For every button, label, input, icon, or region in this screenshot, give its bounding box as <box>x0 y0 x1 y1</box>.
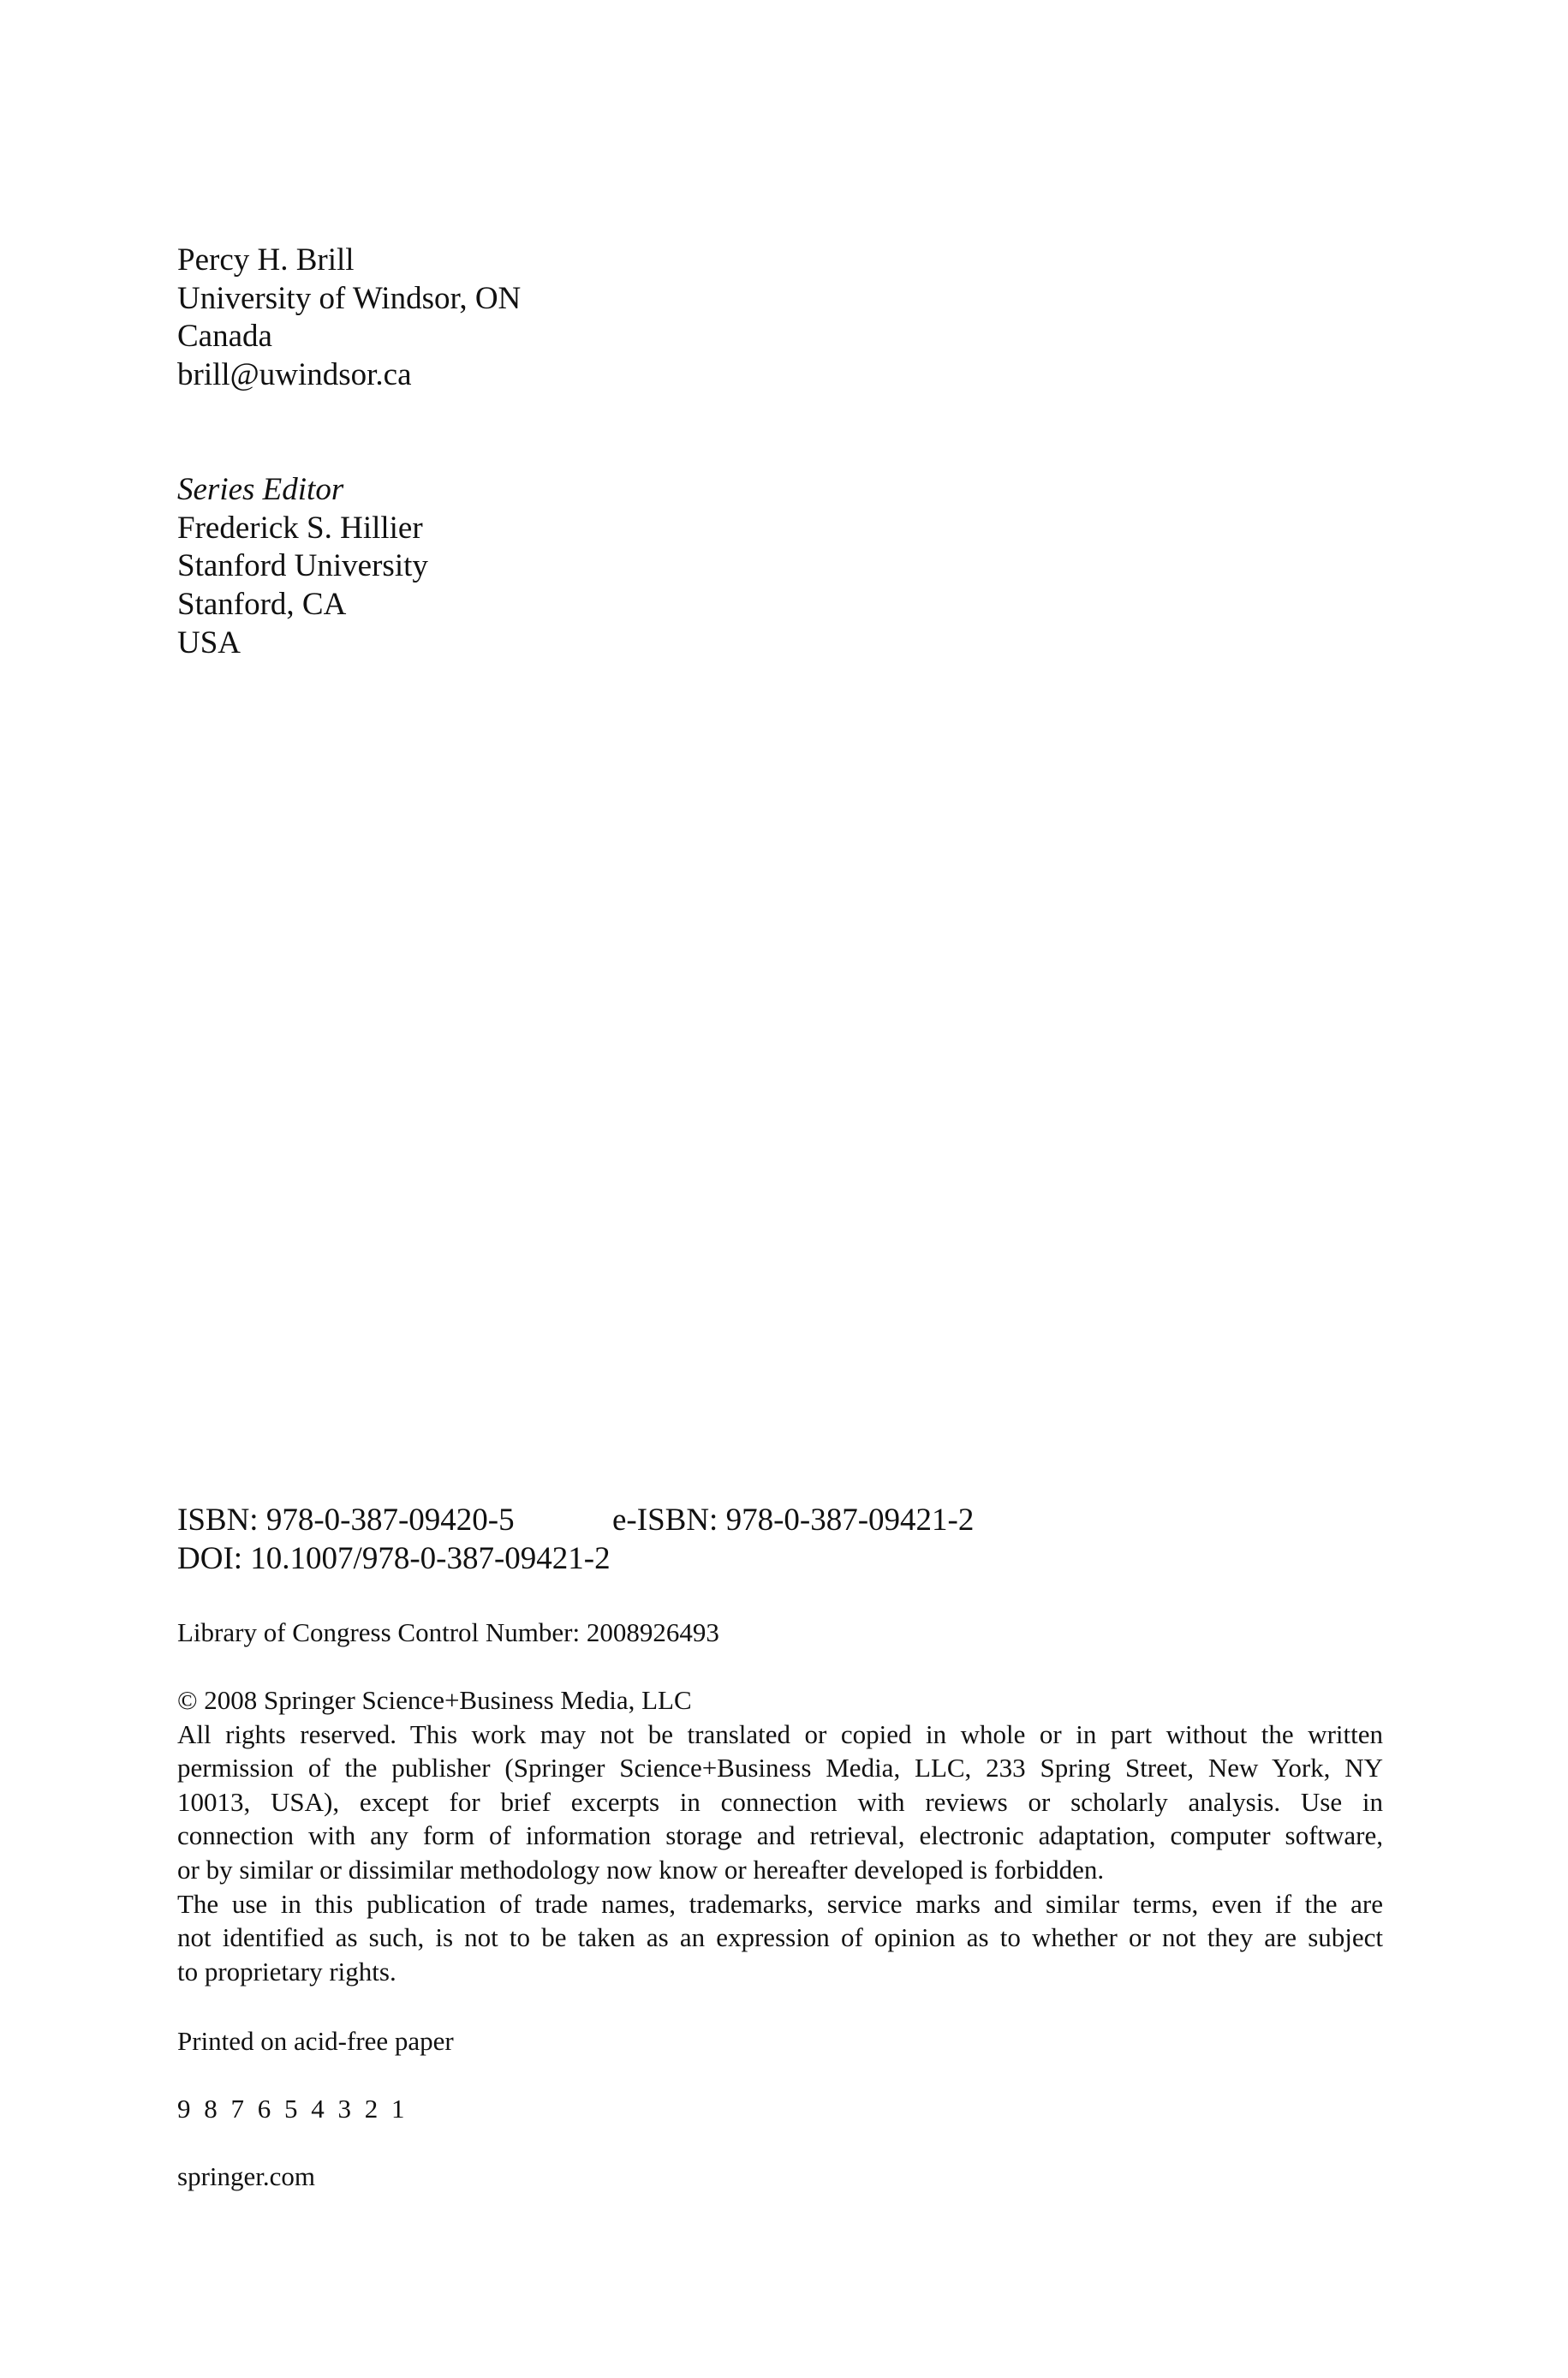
website-text: springer.com <box>177 2161 315 2191</box>
trademark-line: not identified as such, is not to be taken as an expression of opinion as to whether or not they are subject <box>177 1922 1383 1953</box>
author-name: Percy H. Brill <box>177 242 355 278</box>
rights-line: All rights reserved. This work may not be translated or copied in whole or in part without the written <box>177 1718 1383 1749</box>
rights-line: permission of the publisher (Springer Science+Business Media, LLC, 233 Spring Street, New York, NY <box>177 1753 1383 1784</box>
trademark-line: The use in this publication of trade names, trademarks, service marks and similar terms, even if the are <box>177 1888 1383 1919</box>
author-email: brill@uwindsor.ca <box>177 357 412 393</box>
isbn-row <box>177 1502 1383 1540</box>
series-editor-name: Frederick S. Hillier <box>177 510 423 546</box>
eisbn: e-ISBN: 978-0-387-09421-2 <box>612 1503 975 1538</box>
lccn <box>177 1616 1383 1650</box>
printed-note <box>177 2024 1383 2058</box>
series-editor-block <box>177 471 1383 663</box>
rights-line: 10013, USA), except for brief excerpts in connection with reviews or scholarly analysis. Use in <box>177 1786 1383 1817</box>
copyright-line: © 2008 Springer Science+Business Media, LLC <box>177 1685 692 1715</box>
author-block <box>177 242 1383 395</box>
rights-line: or by similar or dissimilar methodology now know or hereafter developed is forbidden. <box>177 1854 1105 1885</box>
print-line <box>177 2092 1383 2126</box>
series-editor-city: Stanford, CA <box>177 587 347 623</box>
series-editor-affiliation: Stanford University <box>177 548 428 584</box>
isbn: ISBN: 978-0-387-09420-5 <box>177 1503 515 1538</box>
trademark-line: to proprietary rights. <box>177 1956 396 1987</box>
website <box>177 2160 1383 2194</box>
doi: DOI: 10.1007/978-0-387-09421-2 <box>177 1540 611 1576</box>
rights-line: connection with any form of information storage and retrieval, electronic adaptation, computer software, <box>177 1820 1383 1851</box>
series-editor-label: Series Editor <box>177 472 344 507</box>
copyright-block <box>177 1683 1383 1988</box>
lccn-text: Library of Congress Control Number: 2008926493 <box>177 1617 719 1647</box>
series-editor-country: USA <box>177 624 241 660</box>
author-country: Canada <box>177 319 272 355</box>
print-line-text: 9 8 7 6 5 4 3 2 1 <box>177 2094 405 2124</box>
author-affiliation: University of Windsor, ON <box>177 280 522 316</box>
printed-text: Printed on acid-free paper <box>177 2026 454 2056</box>
identifiers-block <box>177 1502 1383 1578</box>
